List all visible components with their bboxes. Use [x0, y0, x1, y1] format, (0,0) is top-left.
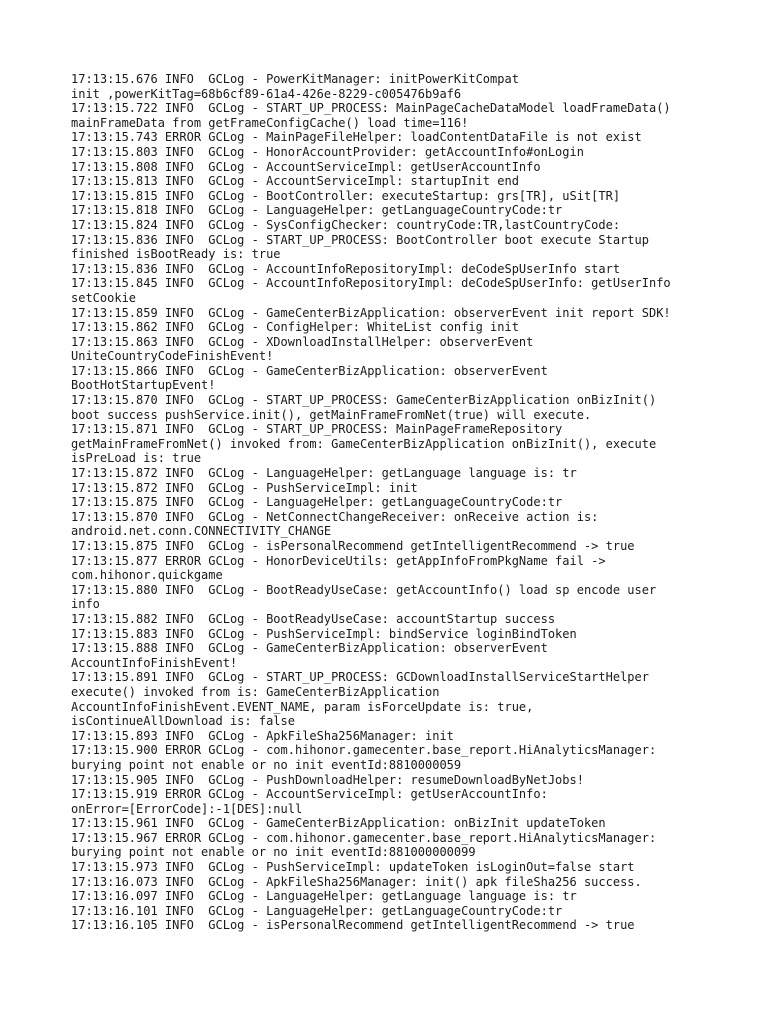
log-line: 17:13:15.824 INFO GCLog - SysConfigChecker: countryCode:TR,lastCountryCode: [71, 217, 621, 232]
log-line: 17:13:16.101 INFO GCLog - LanguageHelper: getLanguageCountryCode:tr [71, 903, 563, 918]
log-line: 17:13:15.863 INFO GCLog - XDownloadInstallHelper: observerEvent [71, 334, 534, 349]
log-line: 17:13:15.967 ERROR GCLog - com.hihonor.gamecenter.base_report.HiAnalyticsManager: [71, 830, 657, 845]
log-line: 17:13:15.875 INFO GCLog - isPersonalRecommend getIntelligentRecommend -> true [71, 539, 635, 553]
log-line: 17:13:15.836 INFO GCLog - START_UP_PROCESS: BootController boot execute Startup [71, 232, 649, 247]
log-line: burying point not enable or no init eventId:881000000099 [71, 845, 476, 860]
log-line: 17:13:15.862 INFO GCLog - ConfigHelper: WhiteList config init [71, 320, 519, 335]
log-line: 17:13:15.900 ERROR GCLog - com.hihonor.gamecenter.base_report.HiAnalyticsManager: [71, 743, 657, 758]
log-line: 17:13:15.845 INFO GCLog - AccountInfoRepositoryImpl: deCodeSpUserInfo: getUserInfo [71, 276, 671, 291]
log-line: 17:13:15.836 INFO GCLog - AccountInfoRepositoryImpl: deCodeSpUserInfo start [71, 261, 621, 276]
log-line: 17:13:15.813 INFO GCLog - AccountServiceImpl: startupInit end [71, 174, 519, 189]
log-line: execute() invoked from is: GameCenterBizApplication [71, 684, 440, 699]
log-line: 17:13:15.888 INFO GCLog - GameCenterBizApplication: observerEvent [71, 641, 548, 656]
log-line: 17:13:15.803 INFO GCLog - HonorAccountProvider: getAccountInfo#onLogin [71, 144, 584, 159]
log-line: com.hihonor.quickgame [71, 568, 223, 583]
log-line: 17:13:15.883 INFO GCLog - PushServiceImpl: bindService loginBindToken [71, 626, 577, 641]
log-line: 17:13:15.875 INFO GCLog - LanguageHelper: getLanguageCountryCode:tr [71, 495, 563, 510]
log-line: AccountInfoFinishEvent! [71, 655, 238, 670]
log-line: android.net.conn.CONNECTIVITY_CHANGE [71, 524, 332, 539]
log-line: UniteCountryCodeFinishEvent! [71, 349, 274, 364]
log-line: AccountInfoFinishEvent.EVENT_NAME, param isForceUpdate is: true, [71, 699, 534, 714]
log-line: 17:13:15.870 INFO GCLog - NetConnectChangeReceiver: onReceive action is: [71, 509, 599, 524]
log-document [71, 72, 711, 933]
log-line: 17:13:15.877 ERROR GCLog - HonorDeviceUtils: getAppInfoFromPkgName fail -> [71, 553, 606, 568]
log-line: 17:13:16.105 INFO GCLog - isPersonalRecommend getIntelligentRecommend -> true [71, 918, 635, 933]
log-line: burying point not enable or no init eventId:8810000059 [71, 757, 462, 772]
log-line: info [71, 597, 100, 612]
log-line: 17:13:15.973 INFO GCLog - PushServiceImpl: updateToken isLoginOut=false start [71, 860, 635, 875]
log-line: 17:13:15.961 INFO GCLog - GameCenterBizApplication: onBizInit updateToken [71, 816, 606, 831]
log-line: 17:13:15.870 INFO GCLog - START_UP_PROCESS: GameCenterBizApplication onBizInit() [71, 393, 657, 408]
log-line: 17:13:16.073 INFO GCLog - ApkFileSha256Manager: init() apk fileSha256 success. [71, 874, 642, 889]
log-line: 17:13:15.859 INFO GCLog - GameCenterBizApplication: observerEvent init report SDK! [71, 305, 671, 320]
log-line: 17:13:15.893 INFO GCLog - ApkFileSha256Manager: init [71, 728, 454, 743]
log-line: BootHotStartupEvent! [71, 378, 216, 393]
log-line: 17:13:15.872 INFO GCLog - PushServiceImpl: init [71, 480, 418, 495]
log-line: init ,powerKitTag=68b6cf89-61a4-426e-8229-c005476b9af6 [71, 86, 462, 101]
log-line: isContinueAllDownload is: false [71, 714, 295, 729]
log-line: finished isBootReady is: true [71, 247, 281, 262]
log-line: isPreLoad is: true [71, 451, 202, 466]
log-line: setCookie [71, 290, 137, 305]
log-line: 17:13:15.871 INFO GCLog - START_UP_PROCESS: MainPageFrameRepository [71, 422, 563, 437]
log-line: onError=[ErrorCode]:-1[DES]:null [71, 801, 303, 816]
log-line: 17:13:15.808 INFO GCLog - AccountServiceImpl: getUserAccountInfo [71, 159, 541, 174]
log-line: getMainFrameFromNet() invoked from: GameCenterBizApplication onBizInit(), execute [71, 436, 657, 451]
log-line: mainFrameData from getFrameConfigCache() load time=116! [71, 115, 469, 130]
log-line: 17:13:15.722 INFO GCLog - START_UP_PROCESS: MainPageCacheDataModel loadFrameData() [71, 101, 671, 116]
log-line: 17:13:15.872 INFO GCLog - LanguageHelper: getLanguage language is: tr [71, 466, 577, 481]
log-line: 17:13:15.880 INFO GCLog - BootReadyUseCase: getAccountInfo() load sp encode user [71, 582, 657, 597]
log-line: 17:13:15.882 INFO GCLog - BootReadyUseCase: accountStartup success [71, 611, 556, 626]
log-line: 17:13:15.815 INFO GCLog - BootController: executeStartup: grs[TR], uSit[TR] [71, 188, 621, 203]
log-line: 17:13:15.905 INFO GCLog - PushDownloadHelper: resumeDownloadByNetJobs! [71, 772, 584, 787]
log-line: 17:13:15.891 INFO GCLog - START_UP_PROCESS: GCDownloadInstallServiceStartHelper [71, 670, 649, 685]
log-line: 17:13:15.676 INFO GCLog - PowerKitManager: initPowerKitCompat [71, 72, 519, 86]
log-line: 17:13:15.919 ERROR GCLog - AccountServiceImpl: getUserAccountInfo: [71, 787, 548, 802]
log-line: 17:13:15.818 INFO GCLog - LanguageHelper: getLanguageCountryCode:tr [71, 203, 563, 218]
log-line: boot success pushService.init(), getMainFrameFromNet(true) will execute. [71, 407, 592, 422]
log-line: 17:13:16.097 INFO GCLog - LanguageHelper: getLanguage language is: tr [71, 889, 577, 904]
log-line: 17:13:15.866 INFO GCLog - GameCenterBizApplication: observerEvent [71, 363, 548, 378]
log-line: 17:13:15.743 ERROR GCLog - MainPageFileHelper: loadContentDataFile is not exist [71, 130, 642, 145]
